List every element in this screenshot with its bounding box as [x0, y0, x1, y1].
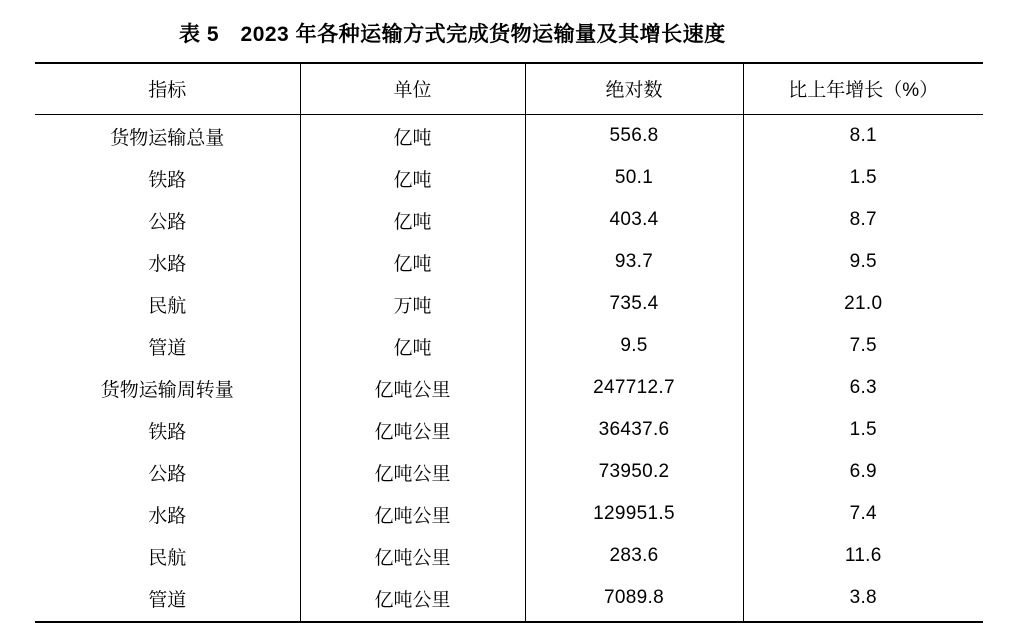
cell-unit: 亿吨: [300, 199, 525, 241]
cell-growth: 6.3: [849, 377, 877, 398]
cell-indicator: 民航: [35, 283, 300, 325]
table-row: [35, 367, 983, 409]
cell-unit: 亿吨公里: [300, 451, 525, 493]
cell-indicator: 民航: [35, 535, 300, 577]
table-row: [35, 199, 983, 241]
cell-unit: 亿吨: [300, 115, 525, 158]
cell-growth: 8.1: [849, 125, 877, 146]
table-row: [35, 283, 983, 325]
cell-absolute: 73950.2: [525, 451, 743, 493]
cell-indicator: 管道: [35, 325, 300, 367]
table-row: [35, 325, 983, 367]
cell-absolute: 129951.5: [525, 493, 743, 535]
cell-unit: 亿吨公里: [300, 367, 525, 409]
cell-absolute: 93.7: [525, 241, 743, 283]
column-header-growth: 比上年增长（%）: [743, 63, 983, 115]
cell-growth: 8.7: [849, 209, 877, 230]
cell-absolute: 9.5: [525, 325, 743, 367]
cell-indicator: 货物运输周转量: [35, 367, 300, 409]
table-row: [35, 577, 983, 622]
cell-growth: 9.5: [849, 251, 877, 272]
statistics-table-block: [35, 18, 983, 623]
cell-absolute: 403.4: [525, 199, 743, 241]
cell-indicator: 水路: [35, 241, 300, 283]
table-body: [35, 115, 983, 622]
cell-indicator: 公路: [35, 451, 300, 493]
cell-unit: 亿吨公里: [300, 535, 525, 577]
cell-absolute: 36437.6: [525, 409, 743, 451]
cell-unit: 亿吨公里: [300, 577, 525, 622]
table-row: [35, 493, 983, 535]
cell-growth: 21.0: [844, 293, 883, 314]
cell-growth: 1.5: [849, 419, 877, 440]
cell-growth: 11.6: [844, 545, 882, 566]
cell-growth: 7.5: [849, 335, 877, 356]
cell-absolute: 283.6: [525, 535, 743, 577]
cell-indicator: 管道: [35, 577, 300, 622]
cell-indicator: 铁路: [35, 409, 300, 451]
cell-growth: 3.8: [743, 577, 983, 622]
cell-growth: 1.5: [849, 167, 877, 188]
table-row: [35, 115, 983, 158]
table-header: [35, 63, 983, 115]
table-row: [35, 409, 983, 451]
cell-unit: 亿吨公里: [300, 493, 525, 535]
statistics-table: [35, 62, 983, 623]
column-header-unit: 单位: [300, 63, 525, 115]
cell-absolute: 556.8: [525, 115, 743, 158]
cell-absolute: 247712.7: [525, 367, 743, 409]
cell-unit: 亿吨: [300, 325, 525, 367]
cell-indicator: 水路: [35, 493, 300, 535]
cell-indicator: 铁路: [35, 157, 300, 199]
table-row: [35, 241, 983, 283]
cell-unit: 亿吨: [300, 157, 525, 199]
cell-absolute: 50.1: [525, 157, 743, 199]
column-header-indicator: 指标: [35, 63, 300, 115]
table-title: 表 5 2023 年各种运输方式完成货物运输量及其增长速度: [179, 23, 726, 46]
cell-absolute: 735.4: [525, 283, 743, 325]
cell-indicator: 货物运输总量: [35, 115, 300, 158]
table-header-row: [35, 63, 983, 115]
table-row: [35, 451, 983, 493]
cell-unit: 亿吨公里: [300, 409, 525, 451]
column-header-absolute: 绝对数: [525, 63, 743, 115]
cell-absolute: 7089.8: [525, 577, 743, 622]
cell-indicator: 公路: [35, 199, 300, 241]
cell-unit: 亿吨: [300, 241, 525, 283]
cell-unit: 万吨: [300, 283, 525, 325]
cell-growth: 7.4: [849, 503, 877, 524]
table-row: [35, 157, 983, 199]
table-row: [35, 535, 983, 577]
cell-growth: 6.9: [849, 461, 877, 482]
